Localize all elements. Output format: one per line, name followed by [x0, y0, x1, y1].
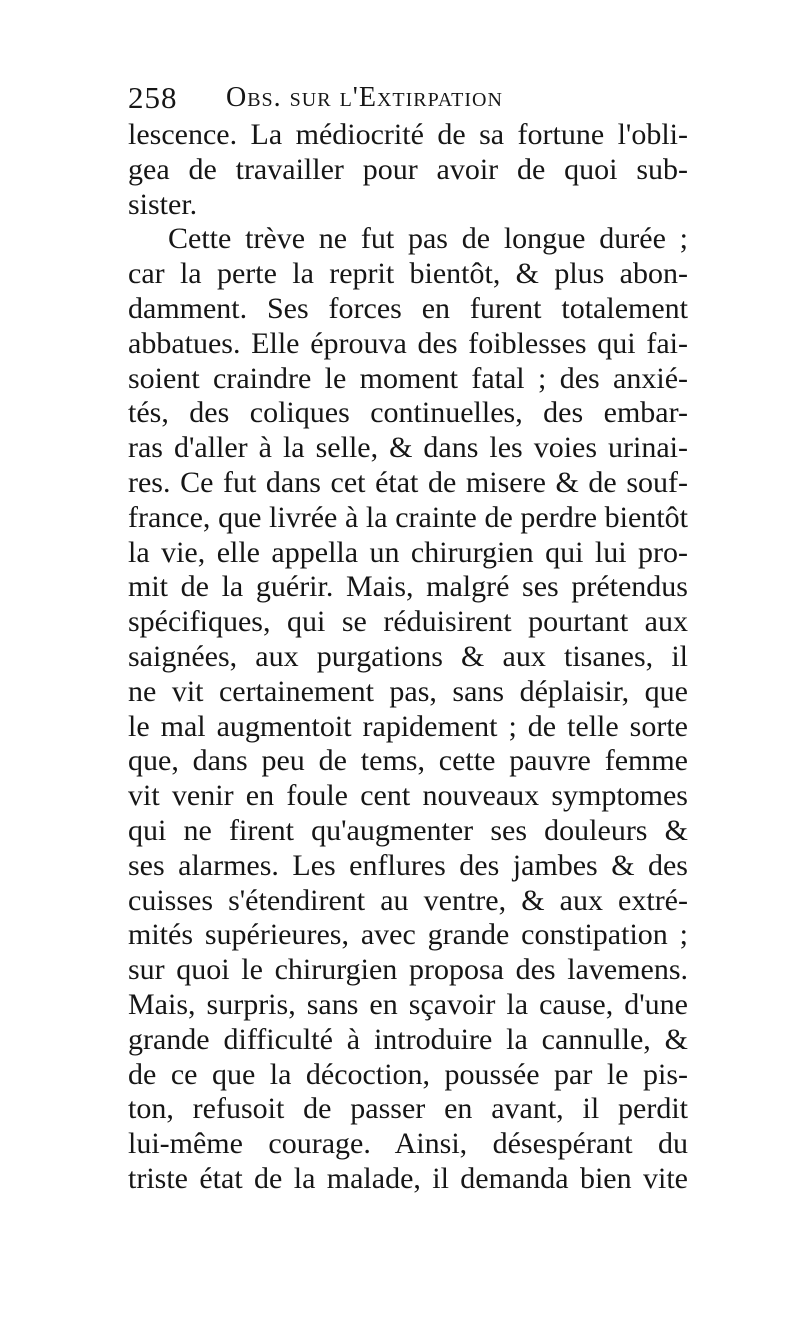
- text-line: sur quoi le chirurgien proposa des lavemens.: [128, 953, 688, 987]
- text-line: la vie, elle appella un chirurgien qui lui pro-: [128, 535, 688, 569]
- text-line: mités supérieures, avec grande constipation ;: [128, 918, 688, 952]
- text-line: gea de travailler pour avoir de quoi sub-: [128, 152, 688, 186]
- paragraph-first-line: Cette trève ne fut pas de longue durée ;: [168, 222, 688, 256]
- text-line: de ce que la décoction, poussée par le pis-: [128, 1057, 688, 1091]
- text-line: car la perte la reprit bientôt, & plus abon-: [128, 257, 688, 291]
- text-line: spécifiques, qui se réduisirent pourtant aux: [128, 605, 688, 639]
- text-line: france, que livrée à la crainte de perdre bientôt: [128, 500, 688, 534]
- text-line: sister.: [128, 187, 198, 221]
- running-head: Obs. sur l'Extirpation: [226, 82, 503, 113]
- text-line: ton, refusoit de passer en avant, il perdit: [128, 1092, 688, 1126]
- text-line: soient craindre le moment fatal ; des anxié-: [128, 361, 688, 395]
- text-line: mit de la guérir. Mais, malgré ses prétendus: [128, 570, 688, 604]
- text-line: res. Ce fut dans cet état de misere & de souf-: [128, 465, 688, 499]
- text-line: ras d'aller à la selle, & dans les voies urinai-: [128, 431, 688, 465]
- text-line: ses alarmes. Les enflures des jambes & des: [128, 848, 688, 882]
- text-line: saignées, aux purgations & aux tisanes, il: [128, 639, 688, 673]
- text-line: abbatues. Elle éprouva des foiblesses qui fai-: [128, 326, 688, 360]
- text-line: vit venir en foule cent nouveaux symptomes: [128, 779, 688, 813]
- text-line: le mal augmentoit rapidement ; de telle sorte: [128, 709, 688, 743]
- text-line: damment. Ses forces en furent totalement: [128, 291, 688, 325]
- body-text: [128, 118, 688, 1197]
- text-line: cuisses s'étendirent au ventre, & aux extré-: [128, 883, 688, 917]
- text-line: qui ne firent qu'augmenter ses douleurs &: [128, 813, 688, 847]
- text-line: grande difficulté à introduire la cannulle, &: [128, 1022, 688, 1056]
- page-number: 258: [128, 80, 178, 115]
- text-line: triste état de la malade, il demanda bien vite: [128, 1161, 688, 1195]
- text-line: tés, des coliques continuelles, des embar-: [128, 396, 688, 430]
- text-line: lescence. La médiocrité de sa fortune l'obli-: [128, 118, 688, 151]
- text-line: Mais, surpris, sans en sçavoir la cause, d'une: [128, 987, 688, 1021]
- text-line: lui-même courage. Ainsi, désespérant du: [128, 1127, 688, 1161]
- text-line: ne vit certainement pas, sans déplaisir, que: [128, 674, 688, 708]
- page-header: [128, 78, 688, 118]
- text-line: que, dans peu de tems, cette pauvre femme: [128, 744, 688, 778]
